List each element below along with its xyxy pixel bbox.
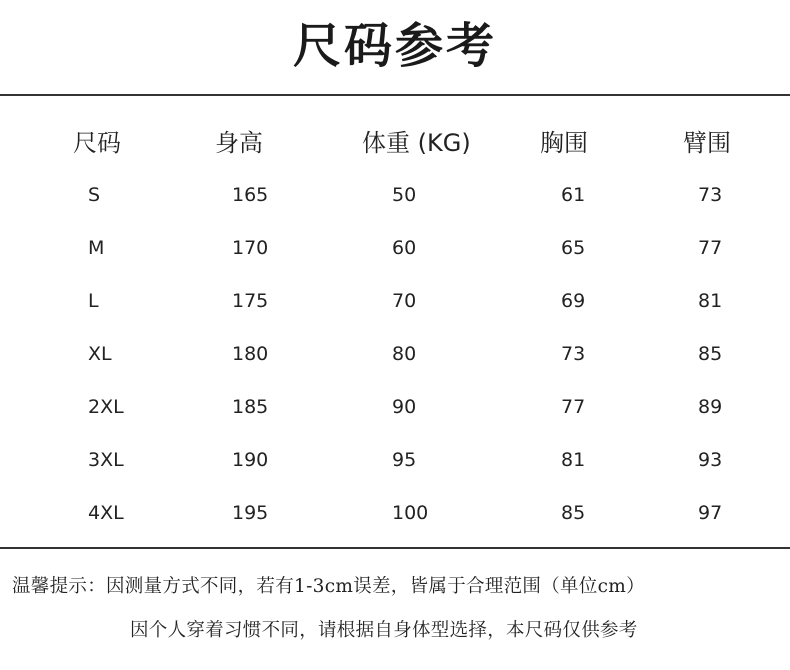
top-divider xyxy=(0,94,790,96)
header-size: 尺码 xyxy=(73,128,121,157)
size-cell: 4XL xyxy=(88,501,124,524)
size-cell: L xyxy=(88,289,99,312)
bottom-divider xyxy=(0,547,790,549)
height-cell: 185 xyxy=(232,395,269,418)
weight-cell: 100 xyxy=(392,501,429,524)
table-row xyxy=(0,486,790,539)
header-weight: 体重 (KG) xyxy=(362,128,471,157)
height-cell: 195 xyxy=(232,501,269,524)
size-cell: S xyxy=(88,183,101,206)
arm-cell: 89 xyxy=(698,395,723,418)
size-cell: 2XL xyxy=(88,395,124,418)
size-cell: 3XL xyxy=(88,448,124,471)
weight-cell: 50 xyxy=(392,183,417,206)
chest-cell: 65 xyxy=(561,236,586,259)
header-height: 身高 xyxy=(215,128,263,157)
arm-cell: 93 xyxy=(698,448,723,471)
height-cell: 170 xyxy=(232,236,269,259)
weight-cell: 90 xyxy=(392,395,417,418)
weight-cell: 95 xyxy=(392,448,417,471)
arm-cell: 73 xyxy=(698,183,723,206)
height-cell: 175 xyxy=(232,289,269,312)
table-row xyxy=(0,221,790,274)
arm-cell: 77 xyxy=(698,236,723,259)
header-chest: 胸围 xyxy=(540,128,588,157)
chest-cell: 61 xyxy=(561,183,586,206)
height-cell: 190 xyxy=(232,448,269,471)
weight-cell: 60 xyxy=(392,236,417,259)
arm-cell: 81 xyxy=(698,289,723,312)
height-cell: 180 xyxy=(232,342,269,365)
tip-line-measurement: 温馨提示：因测量方式不同，若有1-3cm误差，皆属于合理范围（单位cm） xyxy=(12,576,645,597)
table-row xyxy=(0,327,790,380)
tip-line-reference: 因个人穿着习惯不同，请根据自身体型选择，本尺码仅供参考 xyxy=(130,620,638,641)
chest-cell: 69 xyxy=(561,289,586,312)
weight-cell: 70 xyxy=(392,289,417,312)
size-cell: XL xyxy=(88,342,112,365)
header-arm: 臂围 xyxy=(683,128,731,157)
arm-cell: 97 xyxy=(698,501,723,524)
chest-cell: 81 xyxy=(561,448,586,471)
chest-cell: 77 xyxy=(561,395,586,418)
height-cell: 165 xyxy=(232,183,269,206)
size-chart-table xyxy=(0,112,790,539)
table-row xyxy=(0,168,790,221)
table-row xyxy=(0,380,790,433)
table-header-row xyxy=(0,112,790,168)
page-title: 尺码参考 xyxy=(292,18,497,74)
size-cell: M xyxy=(88,236,105,259)
table-row xyxy=(0,433,790,486)
chest-cell: 85 xyxy=(561,501,586,524)
chest-cell: 73 xyxy=(561,342,586,365)
table-row xyxy=(0,274,790,327)
weight-cell: 80 xyxy=(392,342,417,365)
arm-cell: 85 xyxy=(698,342,723,365)
